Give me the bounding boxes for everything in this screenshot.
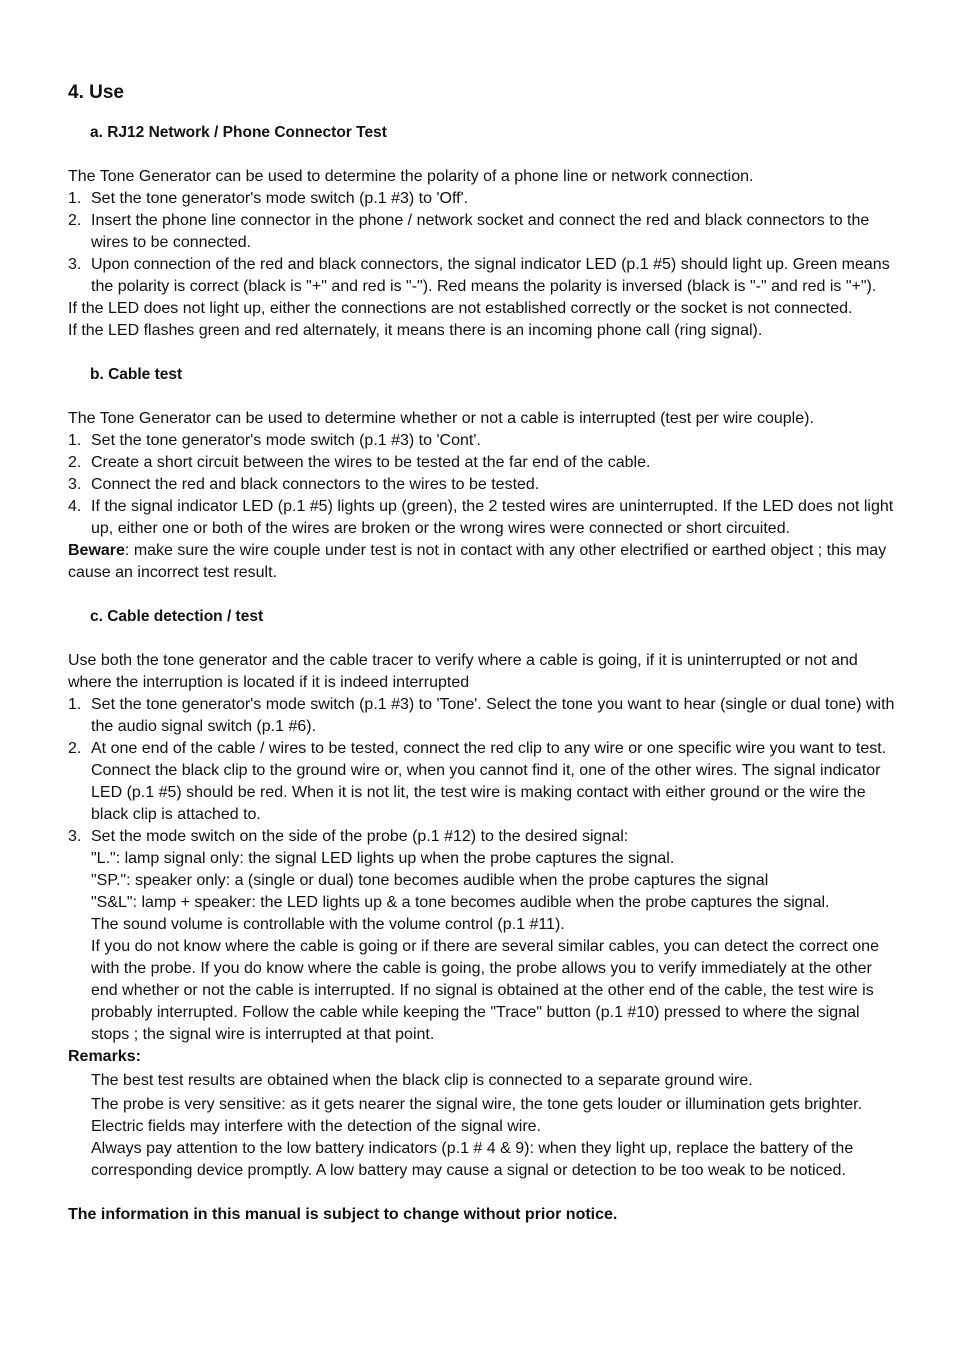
list-number: 4. <box>68 498 82 515</box>
paragraph: The Tone Generator can be used to determine the polarity of a phone line or network connection. <box>68 168 754 185</box>
manual-page <box>68 78 898 1226</box>
mode-option-lamp: "L.": lamp signal only: the signal LED lights up when the probe captures the signal. <box>91 850 675 867</box>
list-text: Set the tone generator's mode switch (p.1 #3) to 'Off'. <box>91 190 469 207</box>
remark-item: The probe is very sensitive: as it gets nearer the signal wire, the tone gets louder or illumination gets brighter. <box>91 1096 863 1113</box>
paragraph: If the LED does not light up, either the connections are not established correctly or the socket is not connected. <box>68 300 853 317</box>
list-item <box>68 474 898 496</box>
paragraph: Use both the tone generator and the cable tracer to verify where a cable is going, if it is uninterrupted or not and where the interruption is located if it is indeed interrupted <box>68 652 858 691</box>
subsection-title-rj12: a. RJ12 Network / Phone Connector Test <box>90 124 387 141</box>
subsection-title-cable-test: b. Cable test <box>90 366 183 383</box>
list-number: 2. <box>68 740 82 757</box>
mode-option-speaker: "SP.": speaker only: a (single or dual) tone becomes audible when the probe captures the signal <box>91 872 769 889</box>
remarks-label <box>68 1046 898 1068</box>
subsection-title-cable-detection: c. Cable detection / test <box>90 608 264 625</box>
steps-list <box>68 430 898 540</box>
mode-option-speaker-lamp: "S&L": lamp + speaker: the LED lights up & a tone becomes audible when the probe captures the signal. <box>91 894 830 911</box>
list-text: Connect the red and black connectors to the wires to be tested. <box>91 476 540 493</box>
list-item <box>68 430 898 452</box>
list-text: Insert the phone line connector in the phone / network socket and connect the red and black connectors to the wires to be connected. <box>91 212 870 251</box>
beware-label: Beware <box>68 542 125 559</box>
section-heading: 4. Use <box>68 82 124 103</box>
list-text: Set the tone generator's mode switch (p.1 #3) to 'Tone'. Select the tone you want to hear (single or dual tone) with the audio signal switch (p.1 #6). <box>91 696 895 735</box>
list-item <box>68 210 898 254</box>
list-text: Set the tone generator's mode switch (p.1 #3) to 'Cont'. <box>91 432 481 449</box>
list-number: 3. <box>68 828 82 845</box>
list-number: 2. <box>68 454 82 471</box>
notice-text: The information in this manual is subject to change without prior notice. <box>68 1206 618 1223</box>
volume-note: The sound volume is controllable with the volume control (p.1 #11). <box>91 916 565 933</box>
list-text: Upon connection of the red and black connectors, the signal indicator LED (p.1 #5) should light up. Green means the polarity is correct (black is "+" and red is "-"). Red means the polarity is inversed (black is "-" and red is "+"). <box>91 256 890 295</box>
list-number: 2. <box>68 212 82 229</box>
paragraph: If the LED flashes green and red alternately, it means there is an incoming phone call (ring signal). <box>68 322 763 339</box>
detection-explanation: If you do not know where the cable is going or if there are several similar cables, you can detect the correct one with the probe. If you do know where the cable is going, the probe allows you to verify immediately at the other end whether or not the cable is interrupted. If no signal is obtained at the other end of the cable, the test wire is probably interrupted. Follow the cable while keeping the "Trace" button (p.1 #10) pressed to where the signal stops ; the signal wire is interrupted at that point. <box>91 938 879 1043</box>
list-item <box>68 826 898 1046</box>
list-text: Create a short circuit between the wires to be tested at the far end of the cable. <box>91 454 651 471</box>
list-number: 3. <box>68 256 82 273</box>
list-text: At one end of the cable / wires to be tested, connect the red clip to any wire or one specific wire you want to test. Connect the black clip to the ground wire or, when you cannot find it, one of the other wires. The signal indicator LED (p.1 #5) should be red. When it is not lit, the test wire is making contact with either ground or the wire the black clip is attached to. <box>91 740 887 823</box>
list-item <box>68 694 898 738</box>
beware-note <box>68 540 898 584</box>
list-text: If the signal indicator LED (p.1 #5) lights up (green), the 2 tested wires are uninterrupted. If the LED does not light up, either one or both of the wires are broken or the wrong wires were connected or short circuited. <box>91 498 894 537</box>
list-number: 1. <box>68 432 82 449</box>
list-number: 1. <box>68 696 82 713</box>
notice <box>68 1204 898 1226</box>
steps-list <box>68 694 898 1046</box>
beware-text: : make sure the wire couple under test is not in contact with any other electrified or earthed object ; this may cause an incorrect test result. <box>68 542 887 581</box>
list-item <box>68 452 898 474</box>
remark-item: The best test results are obtained when the black clip is connected to a separate ground wire. <box>91 1072 753 1089</box>
list-item <box>68 188 898 210</box>
steps-list <box>68 188 898 298</box>
list-number: 1. <box>68 190 82 207</box>
remark-item: Always pay attention to the low battery indicators (p.1 # 4 & 9): when they light up, replace the battery of the corresponding device promptly. A low battery may cause a signal or detection to be too weak to be noticed. <box>91 1140 854 1179</box>
remarks-label-text: Remarks: <box>68 1048 141 1065</box>
list-item <box>68 496 898 540</box>
list-item <box>68 738 898 826</box>
paragraph: The Tone Generator can be used to determine whether or not a cable is interrupted (test per wire couple). <box>68 410 814 427</box>
list-item <box>68 254 898 298</box>
list-text: Set the mode switch on the side of the probe (p.1 #12) to the desired signal: <box>91 828 629 845</box>
remark-item: Electric fields may interfere with the detection of the signal wire. <box>91 1118 541 1135</box>
list-number: 3. <box>68 476 82 493</box>
